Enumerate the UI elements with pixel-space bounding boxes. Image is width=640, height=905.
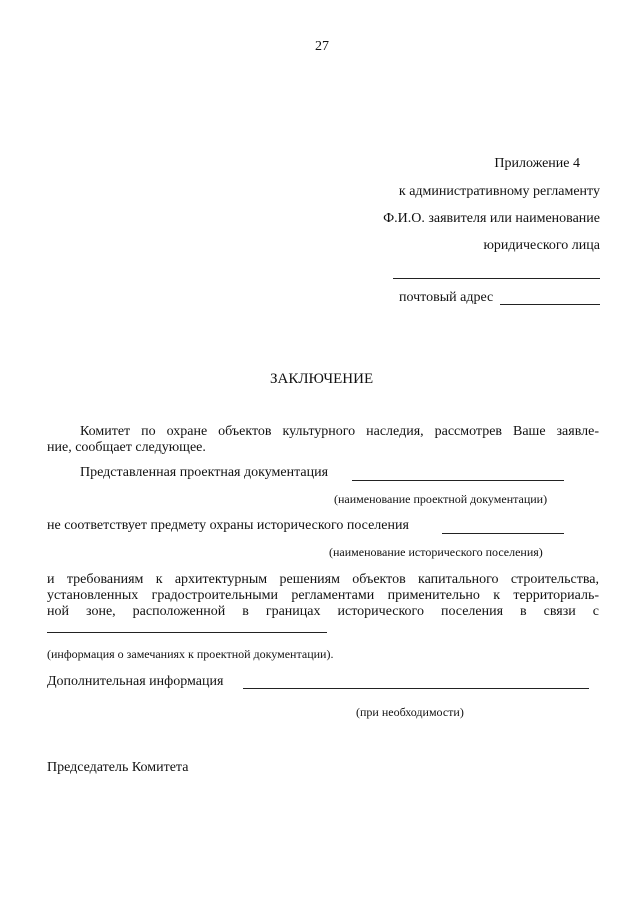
applicant-blank-line [393,278,600,279]
legal-entity-label: юридического лица [483,238,600,253]
chairman-signature-label: Председатель Комитета [47,760,189,775]
regulation-label: к административному регламенту [398,184,600,199]
document-title: ЗАКЛЮЧЕНИЕ [270,371,374,387]
applicant-name-label: Ф.И.О. заявителя или наименование [383,211,600,226]
intro-paragraph [47,424,599,456]
project-doc-blank-line [352,480,564,481]
postal-address-blank-line [500,304,600,305]
appendix-label: Приложение 4 [494,156,580,171]
additional-info-label: Дополнительная информация [47,674,224,689]
requirements-line-2: установленных градостроительными регламентами применительно к территориаль- [47,588,599,603]
remarks-hint: (информация о замечаниях к проектной документации). [47,647,334,661]
project-doc-label: Представленная проектная документация [80,465,329,480]
intro-line-2: ние, сообщает следующее. [47,440,206,455]
page-number: 27 [315,39,329,54]
requirements-paragraph [47,572,599,620]
additional-info-blank-line [243,688,589,689]
requirements-line-3: ной зоне, расположенной в границах исторического поселения в связи с [47,604,599,619]
settlement-hint: (наименование исторического поселения) [329,545,543,559]
if-needed-hint: (при необходимости) [356,705,464,719]
remarks-blank-line [47,632,327,633]
postal-address-label: почтовый адрес [399,290,494,305]
not-match-label: не соответствует предмету охраны исторического поселения [47,518,409,533]
intro-line-1: Комитет по охране объектов культурного наследия, рассмотрев Ваше заявле- [80,424,599,439]
settlement-blank-line [442,533,564,534]
project-doc-hint: (наименование проектной документации) [334,492,548,506]
requirements-line-1: и требованиям к архитектурным решениям объектов капитального строительства, [47,572,599,587]
